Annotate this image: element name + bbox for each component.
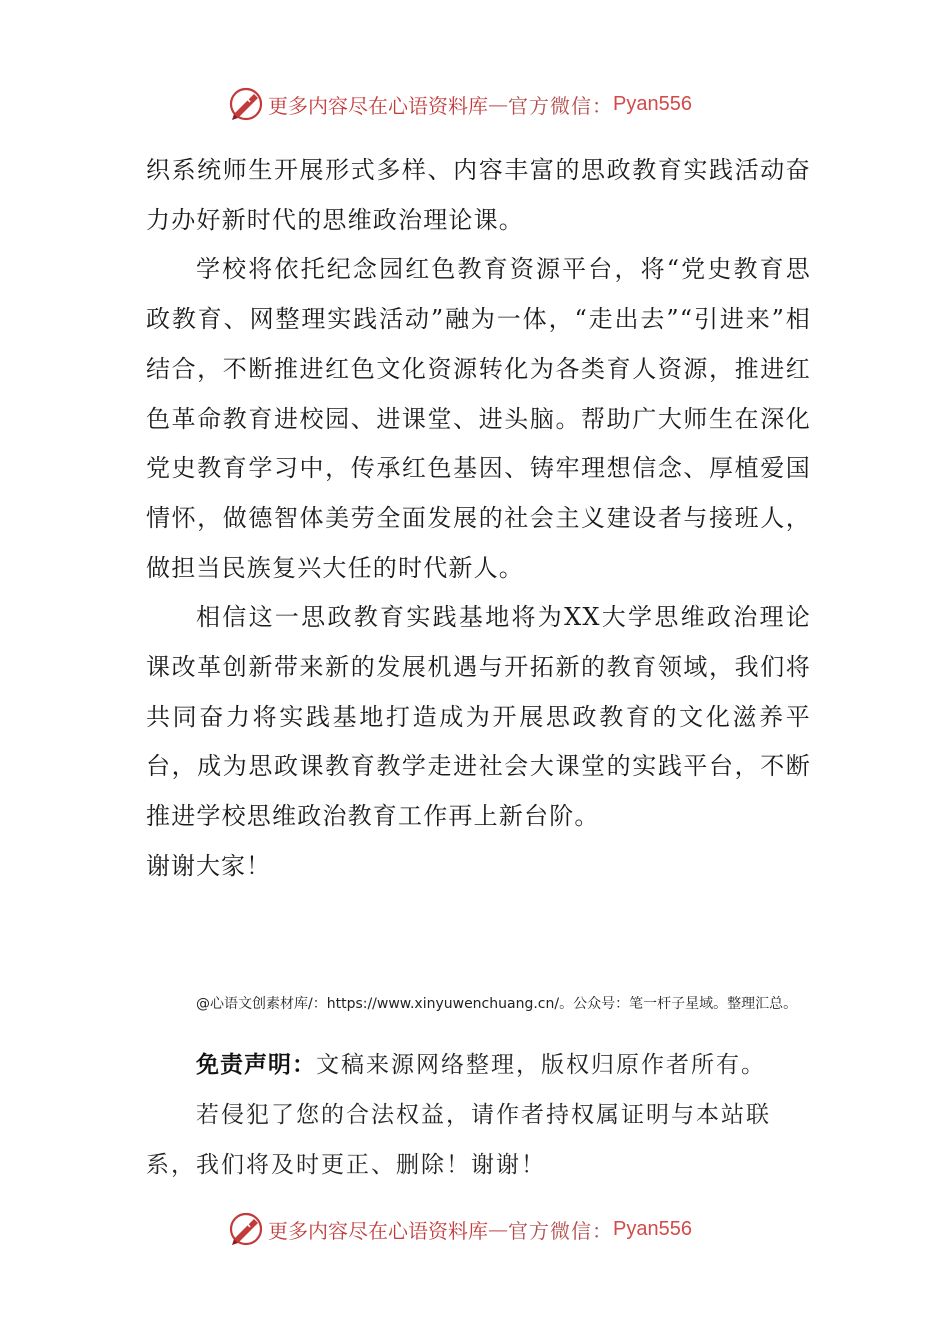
watermark-wechat-label: 官方微信：: [508, 1218, 613, 1243]
watermark-wechat-label: 官方微信：: [508, 93, 613, 118]
source-note: @心语文创素材库/：https://www.xinyuwenchuang.cn/。公众号：笔一杆子星域。整理汇总。: [196, 996, 798, 1012]
pen-logo-icon: [228, 1211, 264, 1247]
watermark-wechat-id: Pyan556: [613, 1217, 692, 1240]
paragraph-2: 学校将依托纪念园红色教育资源平台，将“党史教育思政教育、网整理实践活动”融为一体，“走出去”“引进来”相结合，不断推进红色文化资源转化为各类育人资源，推进红色革命教育进校园、进课堂、进头脑。帮助广大师生在深化党史教育学习中，传承红色基因、铸牢理想信念、厚植爱国情怀，做德智体美劳全面发展的社会主义建设者与接班人，做担当民族复兴大任的时代新人。: [146, 255, 811, 582]
watermark-wechat-id: Pyan556: [613, 92, 692, 115]
disclaimer: [146, 1040, 810, 1190]
document-body: [146, 146, 811, 892]
closing-thanks: 谢谢大家！: [146, 851, 271, 880]
disclaimer-text: 文稿来源网络整理，版权归原作者所有。: [316, 1052, 766, 1078]
watermark-main-text: 更多内容尽在心语资料库: [268, 1218, 488, 1243]
disclaimer-line-2: 若侵犯了您的合法权益，请作者持权属证明与本站联系，我们将及时更正、删除！谢谢！: [146, 1102, 771, 1178]
paragraph-1: 织系统师生开展形式多样、内容丰富的思政教育实践活动奋力办好新时代的思维政治理论课。: [146, 156, 811, 234]
disclaimer-label: 免责声明：: [196, 1052, 316, 1078]
paragraph-3: 相信这一思政教育实践基地将为XX大学思维政治理论课改革创新带来新的发展机遇与开拓新的教育领域，我们将共同奋力将实践基地打造成为开展思政教育的文化滋养平台，成为思政课教育教学走进社会大课堂的实践平台，不断推进学校思维政治教育工作再上新台阶。: [146, 603, 811, 831]
footer-watermark: [228, 1209, 692, 1249]
header-watermark: [228, 84, 692, 124]
watermark-main-text: 更多内容尽在心语资料库: [268, 93, 488, 118]
watermark-dash: —: [488, 92, 508, 116]
pen-logo-icon: [228, 86, 264, 122]
watermark-dash: —: [488, 1217, 508, 1241]
disclaimer-line-1: [146, 1040, 810, 1090]
